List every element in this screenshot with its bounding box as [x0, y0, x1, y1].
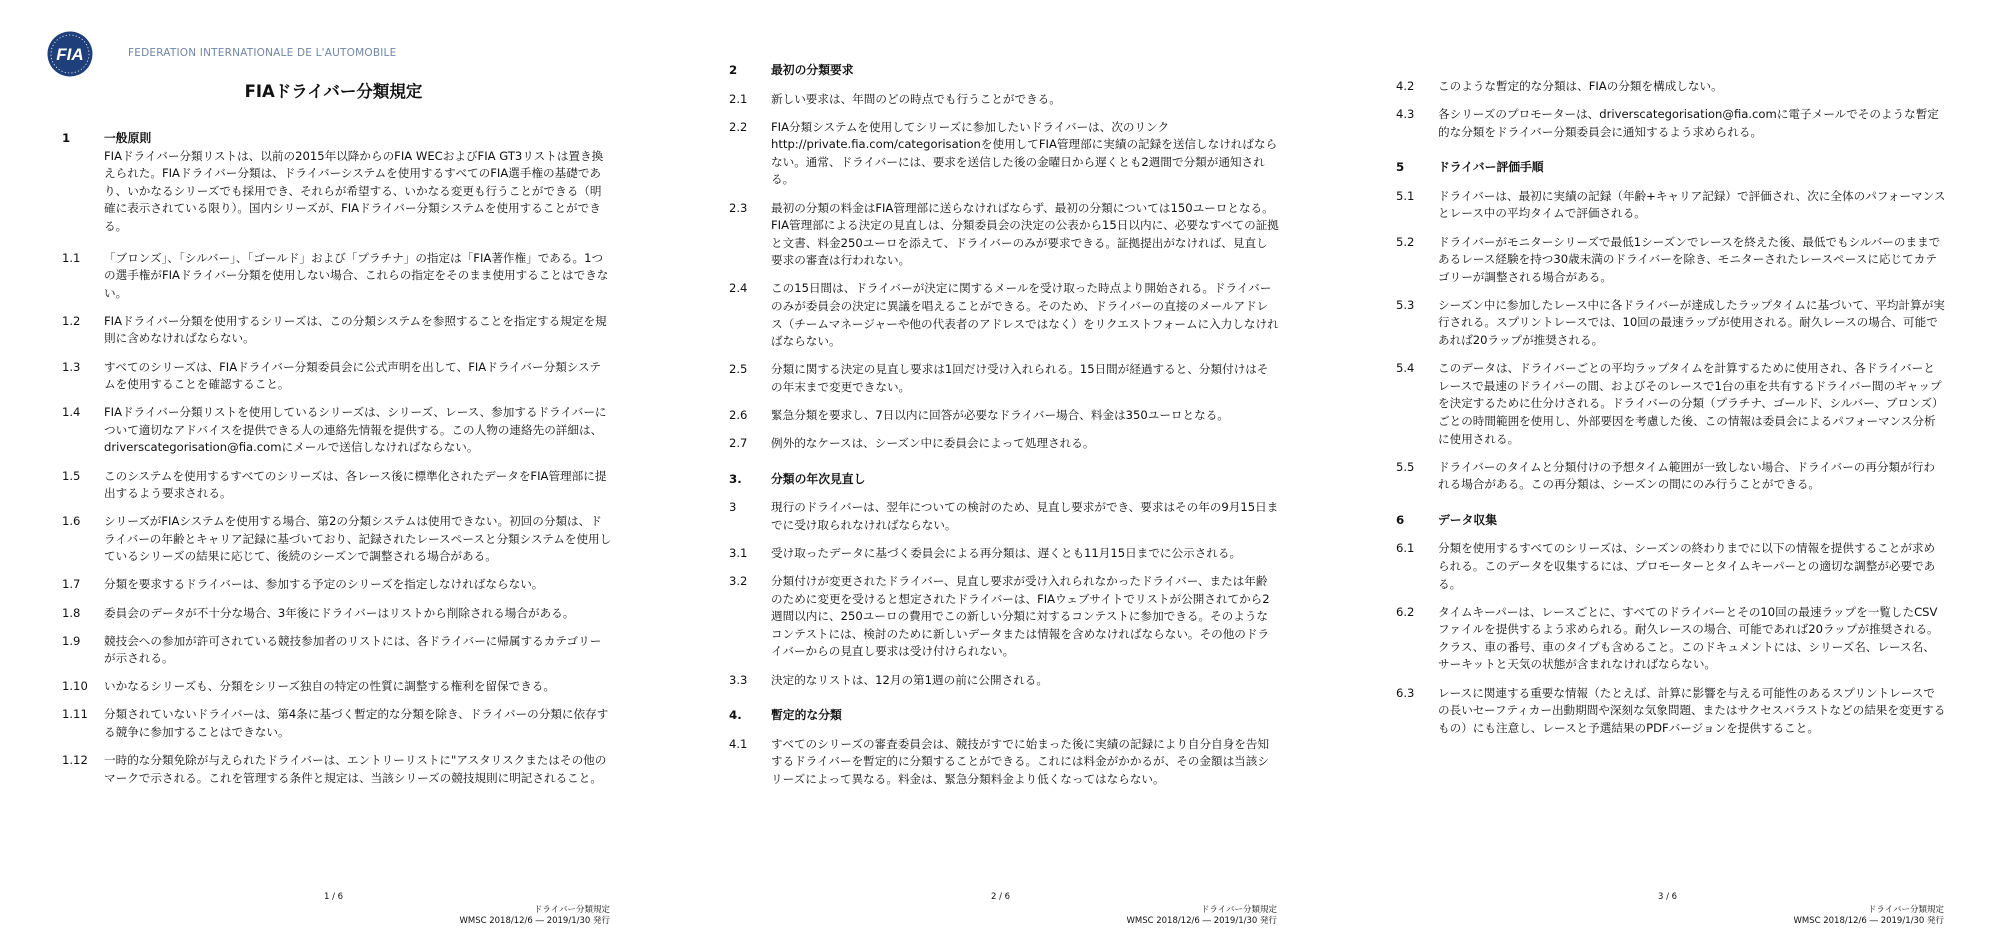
- clause: 4.2 このような暫定的な分類は、FIAの分類を構成しない。: [1396, 79, 1723, 93]
- clause: 5.2 ドライバーがモニターシリーズで最低1シーズンでレースを終えた後、最低でもシルバーのままであるレース経験を持つ30歳未満のドライバーを除き、モニターされたレースペースに応じてカテゴリーが調整される場合がある。: [1396, 234, 1941, 284]
- clause: 5.4 このデータは、ドライバーごとの平均ラップタイムを計算するために使用され、各ドライバーとレースで最速のドライバーの間、およびそのレースで1台の車を共有するドライバー間のギャップを決定するために仕分けされる。ドライバーの分類（プラチナ、ゴールド、シルバー、ブロンズ）ごとの時間範囲を使用し、外部要因を考慮した後、この情報は委員会によるパフォーマンス分析に使用される。: [1396, 361, 1944, 446]
- page-2: [667, 0, 1334, 944]
- page-1: [0, 0, 667, 944]
- clause: 1.5 このシステムを使用するすべてのシリーズは、各レース後に標準化されたデータをFIA管理部に提出するよう要求される。: [62, 468, 607, 501]
- document-title: FIAドライバー分類規定: [244, 82, 423, 101]
- clause: 1.6 シリーズがFIAシステムを使用する場合、第2の分類システムは使用できない。初回の分類は、ドライバーの年齢とキャリア記録に基づいており、記録されたレースペースと分類システムを使用しているシリーズの結果に応じて、後続のシーズンで調整される場合がある。: [62, 514, 612, 564]
- section-heading: 1 一般原則: [62, 131, 152, 145]
- page-number: 2 / 6: [990, 892, 1011, 902]
- svg-text:FIA: FIA: [56, 45, 84, 64]
- clause: 2.2 FIA分類システムを使用してシリーズに参加したいドライバーは、次のリンクhttp://private.fia.com/categorisationを使用してFIA管理部に実績の記録を送信しなければならない。通常、ドライバーには、要求を送信した後の金曜日から遅くとも2週間で分類が通知される。: [729, 119, 1278, 187]
- org-name: FEDERATION INTERNATIONALE DE L'AUTOMOBILE: [128, 47, 397, 59]
- clause: 1.4 FIAドライバー分類リストを使用しているシリーズは、シリーズ、レース、参加するドライバーについて適切なアドバイスを提供できる人の連絡先情報を提供する。この人物の連絡先の詳細は、driverscategorisation@fia.comにメールで送信しなければならない。: [62, 405, 607, 455]
- section-heading: 6 データ収集: [1396, 512, 1497, 527]
- page-number: 3 / 6: [1657, 892, 1678, 902]
- clause: 1.8 委員会のデータが不十分な場合、3年後にドライバーはリストから削除される場合がある。: [62, 605, 575, 620]
- page-3-content: [1396, 78, 1946, 748]
- clause: 1.2 FIAドライバー分類を使用するシリーズは、この分類システムを参照することを指定する規定を規則に含めなければならない。: [62, 313, 607, 346]
- clause: 2.3 最初の分類の料金はFIA管理部に送らなければならず、最初の分類については150ユーロとなる。FIA管理部による決定の見直しは、分類委員会の決定の公表から15日以内に、必要なすべての証拠と文書、料金250ユーロを添えて、ドライバーのみが要求できる。証拠提出がなければ、見直し要求の審査は行われない。: [729, 200, 1279, 268]
- clause: 5.5 ドライバーのタイムと分類付けの予想タイム範囲が一致しない場合、ドライバーの再分類が行われる場合がある。この再分類は、シーズンの間にのみ行うことができる。: [1396, 459, 1935, 492]
- clause: 3.2 分類付けが変更されたドライバー、見直し要求が受け入れられなかったドライバー、または年齢のために変更を受けると想定されたドライバーは、FIAウェブサイトでリストが公開されてから2週間以内に、250ユーロの費用でこの新しい分類に対するコンテストに参加できる。そのようなコンテストには、検討のために新しいデータまたは情報を含めなければならない。その他のドライバーからの見直し要求は受け付けられない。: [729, 574, 1270, 659]
- section-heading: 2 最初の分類要求: [729, 63, 854, 77]
- clause: 1.1 「ブロンズ」、「シルバー」、「ゴールド」および「プラチナ」の指定は「FIA著作権」である。1つの選手権がFIAドライバー分類を使用しない場合、これらの指定をそのまま使用することはできない。: [62, 250, 609, 300]
- page-footer: ドライバー分類規定 WMSC 2018/12/6 ― 2019/1/30 発行: [1793, 905, 1944, 926]
- clause: 4.1 すべてのシリーズの審査委員会は、競技がすでに始まった後に実績の記録により自分自身を告知するドライバーを暫定的に分類することができる。これには料金がかかるが、その金額は当該シリーズによって異なる。料金は、緊急分類料金より低くなってはならない。: [729, 736, 1270, 786]
- clause: 1.10 いかなるシリーズも、分類をシリーズ独自の特定の性質に調整する権利を留保できる。: [62, 679, 555, 694]
- clause: 6.3 レースに関連する重要な情報（たとえば、計算に影響を与える可能性のあるスプリントレースでの長いセーフティカー出動期間や深刻な気象問題、またはサクセスバラストなどの結果を変更するもの）にも注意し、レースと予選結果のPDFバージョンを提供すること。: [1396, 685, 1946, 735]
- section-intro: FIAドライバー分類リストは、以前の2015年以降からのFIA WECおよびFIA GT3リストは置き換えられた。FIAドライバー分類は、ドライバーシステムを使用するすべてのFIA選手権の基礎であり、いかなるシリーズでも採用でき、それらが希望する、いかなる変更も行うことができる（明確に表示されている限り）。国内シリーズが、FIAドライバー分類システムを使用することができる。: [104, 148, 604, 233]
- page-footer: ドライバー分類規定 WMSC 2018/12/6 ― 2019/1/30 発行: [1126, 905, 1277, 926]
- clause: 1.12 一時的な分類免除が与えられたドライバーは、エントリーリストに"アスタリスクまたはその他のマークで示される。これを管理する条件と規定は、当該シリーズの競技規則に明記されること。: [62, 753, 607, 785]
- clause: 5.1 ドライバーは、最初に実績の記録（年齢+キャリア記録）で評価され、次に全体のパフォーマンスとレース中の平均タイムで評価される。: [1396, 188, 1946, 221]
- clause: 2.6 緊急分類を要求し、7日以内に回答が必要なドライバー場合、料金は350ユーロとなる。: [729, 408, 1229, 422]
- page-number: 1 / 6: [323, 892, 344, 902]
- clause: 3.1 受け取ったデータに基づく委員会による再分類は、遅くとも11月15日までに公示される。: [729, 545, 1242, 560]
- clause: 6.2 タイムキーパーは、レースごとに、すべてのドライバーとその10回の最速ラップを一覧したCSVファイルを提供するよう求められる。耐久レースの場合、可能であれば20ラップが推奨される。クラス、車の番号、車のタイプも含めること。このドキュメントには、シリーズ名、レース名、サーキットと天気の状態が含まれなければならない。: [1396, 604, 1939, 672]
- clause: 1.7 分類を要求するドライバーは、参加する予定のシリーズを指定しなければならない。: [62, 577, 544, 592]
- section-heading: 5 ドライバー評価手順: [1396, 160, 1544, 175]
- fia-logo-icon: [46, 30, 94, 78]
- clause: 1.3 すべてのシリーズは、FIAドライバー分類委員会に公式声明を出して、FIAドライバー分類システムを使用することを確認すること。: [62, 359, 602, 392]
- section-heading: 3. 分類の年次見直し: [729, 471, 866, 486]
- clause: 1.9 競技会への参加が許可されている競技参加者のリストには、各ドライバーに帰属するカテゴリーが示される。: [62, 633, 602, 666]
- clause: 2.7 例外的なケースは、シーズン中に委員会によって処理される。: [729, 436, 1095, 451]
- clause: 6.1 分類を使用するすべてのシリーズは、シーズンの終わりまでに以下の情報を提供することが求められる。このデータを収集するには、プロモーターとタイムキーパーとの適切な調整が必要である。: [1396, 541, 1936, 591]
- clause: 4.3 各シリーズのプロモーターは、driverscategorisation@fia.comに電子メールでそのような暫定的な分類をドライバー分類委員会に通知するよう求められる。: [1396, 107, 1939, 139]
- clause: 5.3 シーズン中に参加したレース中に各ドライバーが達成したラップタイムに基づいて、平均計算が実行される。スプリントレースでは、10回の最速ラップが使用される。耐久レースの場合、可能であれば20ラップが推奨される。: [1396, 297, 1945, 348]
- page-footer: ドライバー分類規定 WMSC 2018/12/6 ― 2019/1/30 発行: [459, 905, 610, 926]
- clause: 1.11 分類されていないドライバーは、第4条に基づく暫定的な分類を除き、ドライバーの分類に依存する競争に参加することはできない。: [62, 707, 609, 740]
- clause: 2.5 分類に関する決定の見直し要求は1回だけ受け入れられる。15日間が経過すると、分類付けはその年末まで変更できない。: [729, 362, 1269, 394]
- section-heading: 4. 暫定的な分類: [729, 708, 842, 723]
- clause: 2.4 この15日間は、ドライバーが決定に関するメールを受け取った時点より開始される。ドライバーのみが委員会の決定に異議を唱えることができる。そのため、ドライバーの直接のメールアドレス（チームマネージャーや他の代表者のアドレスではなく）をリクエストフォームに入力しなければならない。: [729, 281, 1279, 349]
- page-3: [1334, 0, 2000, 944]
- clause: 3 現行のドライバーは、翌年についての検討のため、見直し要求ができ、要求はその年の9月15日までに受け取られなければならない。: [729, 500, 1279, 532]
- clause: 2.1 新しい要求は、年間のどの時点でも行うことができる。: [729, 91, 1061, 106]
- page-1-content: [62, 130, 612, 798]
- page-2-content: [729, 62, 1279, 799]
- clause: 3.3 決定的なリストは、12月の第1週の前に公開される。: [729, 672, 1048, 687]
